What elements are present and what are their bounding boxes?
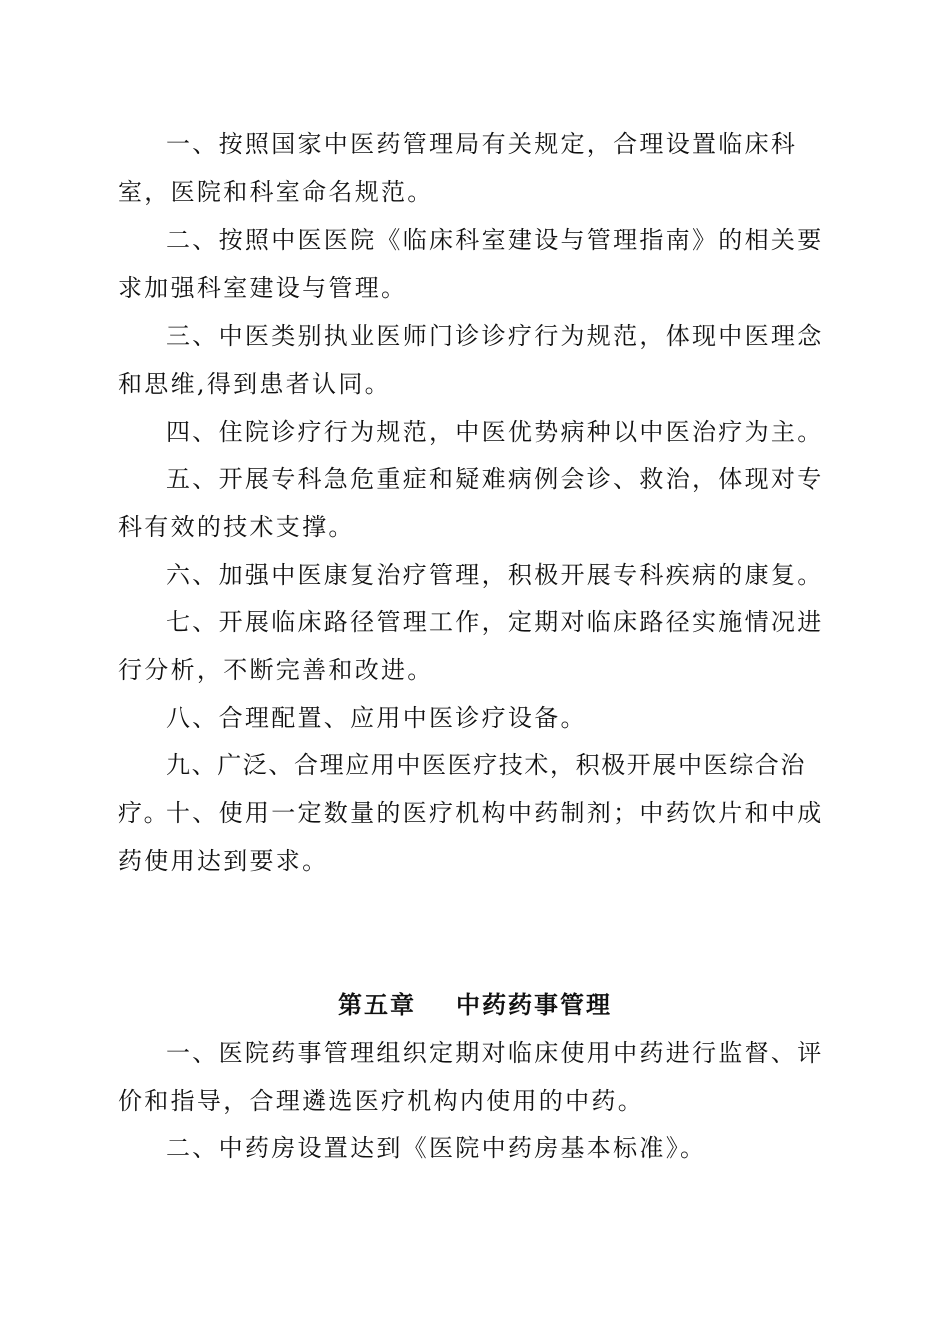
clause-2: 二、按照中医医院《临床科室建设与管理指南》的相关要求加强科室建设与管理。 [118,226,824,302]
clause-10: 十、使用一定数量的医疗机构中药制剂；中药饮片和中成药使用达到要求。 [118,799,824,875]
clause-6: 六、加强中医康复治疗管理，积极开展专科疾病的康复。 [166,561,824,589]
clause-7: 七、开展临床路径管理工作，定期对临床路径实施情况进行分析，不断完善和改进。 [118,608,824,684]
chapter-number: 第五章 [338,990,416,1019]
clause-1: 一、按照国家中医药管理局有关规定，合理设置临床科室，医院和科室命名规范。 [118,130,798,206]
chapter-clause-2: 二、中药房设置达到《医院中药房基本标准》。 [166,1134,707,1162]
chapter-clause-1: 一、医院药事管理组织定期对临床使用中药进行监督、评价和指导，合理遴选医疗机构内使用的中药。 [118,1039,824,1115]
clause-4: 四、住院诊疗行为规范，中医优势病种以中医治疗为主。 [166,418,824,446]
clause-8: 八、合理配置、应用中医诊疗设备。 [166,704,587,732]
chapter-heading [0,989,950,1021]
clause-9: 九、广泛、合理应用中医医疗技术，积极开展中医综合治疗。 [118,751,806,827]
clause-3: 三、中医类别执业医师门诊诊疗行为规范，体现中医理念和思维,得到患者认同。 [118,322,824,398]
clause-5: 五、开展专科急危重症和疑难病例会诊、救治，体现对专科有效的技术支撑。 [118,465,824,541]
chapter-title: 中药药事管理 [456,990,612,1019]
